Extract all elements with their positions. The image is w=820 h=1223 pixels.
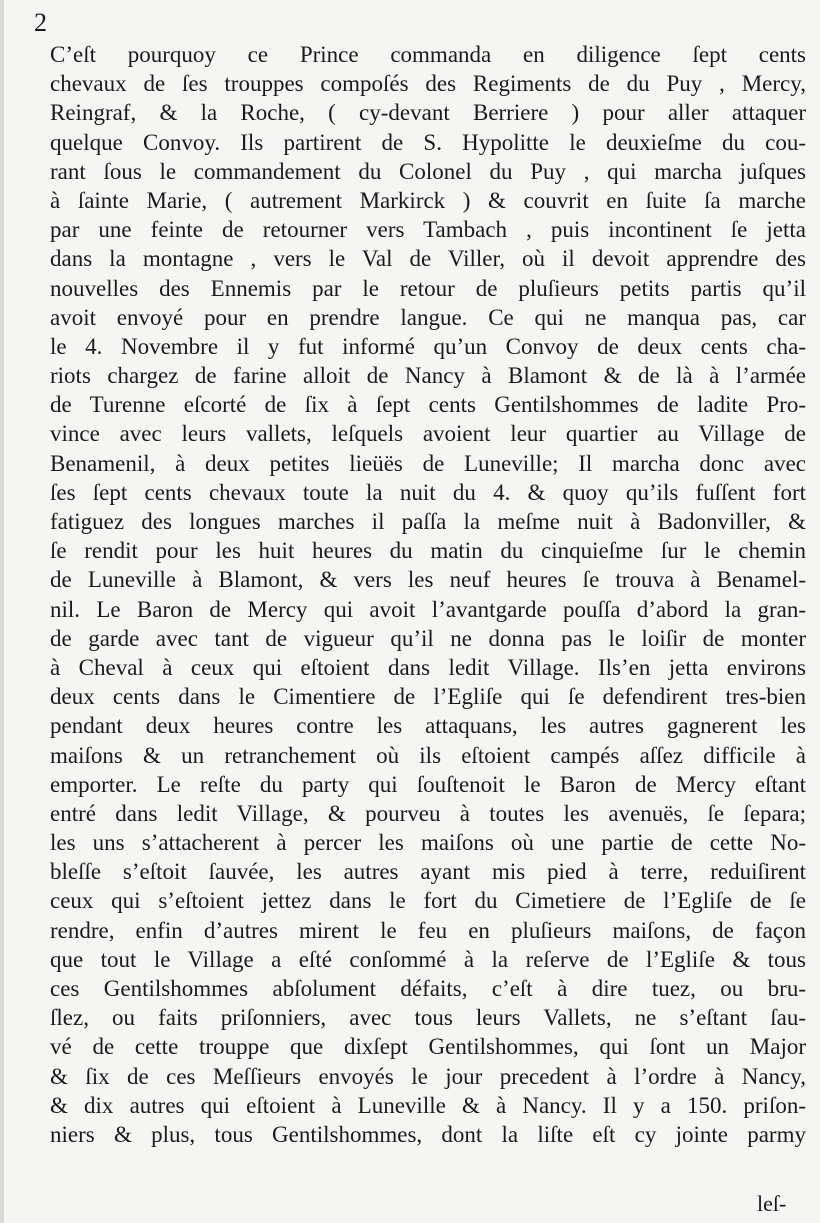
text-line: vé de cette trouppe que dixſept Gentilshommes, qui ſont un Major [50, 1034, 806, 1060]
text-line: nouvelles des Ennemis par le retour de pluſieurs petits partis qu’il [50, 275, 806, 301]
text-line: ceux qui s’eſtoient jettez dans le fort du Cimetiere de l’Egliſe de ſe [50, 888, 806, 914]
text-line: ſes ſept cents chevaux toute la nuit du 4. & quoy qu’ils fuſſent fort [50, 479, 806, 505]
text-line: de Luneville à Blamont, & vers les neuf heures ſe trouva à Benamel- [50, 567, 806, 593]
page-number: 2 [34, 8, 47, 37]
text-line: deux cents dans le Cimentiere de l’Egliſe qui ſe defendirent tres-bien [50, 684, 806, 710]
text-line: rendre, enfin d’autres mirent le feu en pluſieurs maiſons, de façon [50, 917, 806, 943]
text-line: quelque Convoy. Ils partirent de S. Hypolitte le deuxieſme du cou- [50, 129, 806, 155]
text-line: riots chargez de farine alloit de Nancy à Blamont & de là à l’armée [50, 363, 806, 389]
text-line: bleſſe s’eſtoit ſauvée, les autres ayant mis pied à terre, reduiſirent [50, 859, 806, 885]
text-line: maiſons & un retranchement où ils eſtoient campés aſſez difficile à [50, 742, 806, 768]
text-line: ces Gentilshommes abſolument défaits, c’eſt à dire tuez, ou bru- [50, 976, 806, 1001]
text-line: Benamenil, à deux petites lieüës de Luneville; Il marcha donc avec [50, 450, 806, 476]
text-line: ſe rendit pour les huit heures du matin du cinquieſme ſur le chemin [50, 538, 806, 564]
text-line: & dix autres qui eſtoient à Luneville & à Nancy. Il y a 150. priſon- [50, 1092, 806, 1118]
text-line: de Turenne eſcorté de ſix à ſept cents Gentilshommes de ladite Pro- [50, 392, 806, 418]
text-line: & ſix de ces Meſſieurs envoyés le jour precedent à l’ordre à Nancy, [50, 1063, 806, 1089]
body-text [50, 40, 806, 1149]
text-line: ſlez, ou faits priſonniers, avec tous leurs Vallets, ne s’eſtant ſau- [50, 1005, 806, 1031]
text-line: que tout le Village a eſté conſommé à la reſerve de l’Egliſe & tous [50, 946, 806, 972]
text-line: emporter. Le reſte du party qui ſouſtenoit le Baron de Mercy eſtant [50, 771, 806, 797]
text-line: pendant deux heures contre les attaquans, les autres gagnerent les [50, 713, 806, 739]
text-line: C’eſt pourquoy ce Prince commanda en diligence ſept cents [50, 42, 806, 67]
text-line: le 4. Novembre il y fut informé qu’un Convoy de deux cents cha- [50, 333, 806, 359]
text-line: à Cheval à ceux qui eſtoient dans ledit Village. Ils’en jetta environs [50, 654, 806, 680]
text-line: niers & plus, tous Gentilshommes, dont la liſte eſt cy jointe parmy [50, 1121, 806, 1147]
page-edge-shadow [0, 0, 4, 1223]
text-line: par une feinte de retourner vers Tambach , puis incontinent ſe jetta [50, 217, 806, 243]
text-line: à ſainte Marie, ( autrement Markirck ) & couvrit en ſuite ſa marche [50, 187, 806, 213]
text-line: entré dans ledit Village, & pourveu à toutes les avenuës, ſe ſepara; [50, 800, 806, 826]
text-line: dans la montagne , vers le Val de Viller, où il devoit apprendre des [50, 246, 806, 272]
text-line: vince avec leurs vallets, leſquels avoient leur quartier au Village de [50, 421, 806, 447]
text-line: fatiguez des longues marches il paſſa la meſme nuit à Badonviller, & [50, 509, 806, 534]
text-line: chevaux de ſes trouppes compoſés des Regiments de du Puy , Mercy, [50, 71, 806, 97]
text-line: de garde avec tant de vigueur qu’il ne donna pas le loiſir de monter [50, 625, 806, 651]
text-line: avoit envoyé pour en prendre langue. Ce qui ne manqua pas, car [50, 304, 806, 330]
text-line: Reingraf, & la Roche, ( cy-devant Berriere ) pour aller attaquer [50, 100, 806, 126]
text-line: les uns s’attacherent à percer les maiſons où une partie de cette No- [50, 830, 806, 856]
text-line: nil. Le Baron de Mercy qui avoit l’avantgarde pouſſa d’abord la gran- [50, 596, 806, 622]
catchword: leſ- [757, 1191, 787, 1216]
text-line: rant ſous le commandement du Colonel du Puy , qui marcha juſques [50, 158, 806, 184]
